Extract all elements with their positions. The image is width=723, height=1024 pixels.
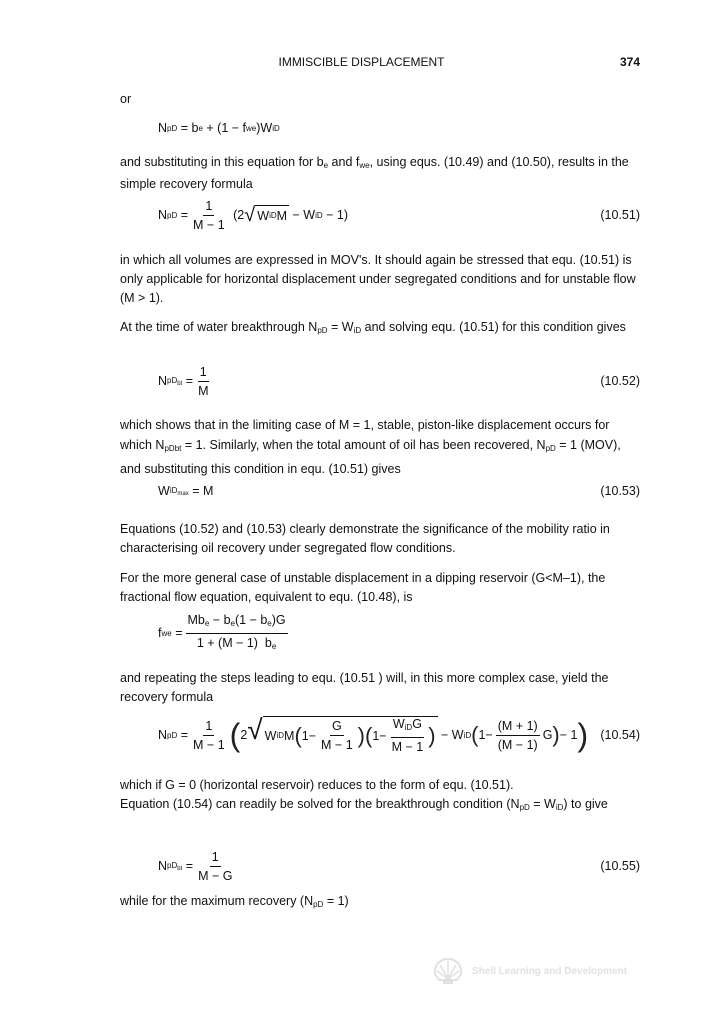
equation-10-54: N pD = $\frac{1}{M - 1}$ ( 2 √ W iD M ( 1− $\frac{G}{M - 1}$ )( 1− $\frac{W_{iD}G}{M - 1}$ ) − W iD ( 1− $\frac{(M + 1)}{(M - 1)}$ G ) − 1 ) (10.54)	[158, 714, 640, 754]
page-number: 374	[619, 55, 640, 69]
paragraph-substituting: and substituting in this equation for $b_e$ and $f_{we}$, using equs. (10.49) and (10.50), results in the simple recovery formula	[120, 155, 629, 191]
footer-logo-text: Shell Learning and Development	[472, 965, 628, 977]
equation-npd-be: N pD = b e + (1 − f we )W iD	[158, 121, 280, 135]
equation-number-10-54: (10.54)	[600, 728, 640, 742]
equation-number-10-55: (10.55)	[600, 859, 640, 873]
paragraph-mov: in which all volumes are expressed in MOV's. It should again be stressed that equ. (10.51) is only applicable for horizontal displacement under segregated conditions and for unstable flow (M > 1).	[120, 253, 636, 305]
paragraph-equations: Equations (10.52) and (10.53) clearly demonstrate the significance of the mobility ratio in characterising oil recovery under segregated flow conditions.	[120, 522, 610, 555]
equation-10-53: W $iD_{max}$ = M (10.53)	[158, 484, 640, 498]
paragraph-limiting-case: which shows that in the limiting case of M = 1, stable, piston-like displacement occurs for which $N_{pDbt} = 1$. Similarly, when the total amount of oil has been recovered, $N_{pD} = 1$ (MOV), and substituting this condition in equ. (10.51) gives	[120, 418, 621, 476]
equation-number-10-51: (10.51)	[600, 208, 640, 222]
paragraph-horizontal: which if G = 0 (horizontal reservoir) reduces to the form of equ. (10.51). Equation (10.54) can readily be solved for the breakthrough condition $(N_{pD} = W_{iD})$ to give	[120, 778, 608, 812]
paragraph-repeating: and repeating the steps leading to equ. (10.51 ) will, in this more complex case, yield the recovery formula	[120, 671, 609, 704]
equation-10-55: N $pD_{bt}$ = $\frac{1}{M - G}$ (10.55)	[158, 849, 640, 883]
equation-number-10-53: (10.53)	[600, 484, 640, 498]
equation-10-52: N $pD_{bt}$ = $\frac{1}{M}$ (10.52)	[158, 364, 640, 398]
equation-fractional-flow: f we = $\frac{Mb_e - b_e(1 - b_e)G}{1 + (M - 1) b_e}$	[158, 612, 286, 651]
paragraph-breakthrough: At the time of water breakthrough $N_{pD} = W_{iD}$ and solving equ. (10.51) for this condition gives	[120, 320, 626, 335]
equation-10-51: N pD = $\frac{1}{M - 1}$ (2 √ W iD M − W iD − 1) (10.51)	[158, 198, 640, 232]
paragraph-maximum-recovery: while for the maximum recovery $(N_{pD} = 1)$	[120, 894, 349, 909]
equation-number-10-52: (10.52)	[600, 374, 640, 388]
header-title: IMMISCIBLE DISPLACEMENT	[278, 55, 445, 69]
shell-logo-icon	[432, 957, 464, 985]
paragraph-general-case: For the more general case of unstable displacement in a dipping reservoir (G<M–1), the fractional flow equation, equivalent to equ. (10.48), is	[120, 571, 606, 604]
footer-logo	[432, 957, 627, 985]
text-or: or	[120, 92, 132, 106]
